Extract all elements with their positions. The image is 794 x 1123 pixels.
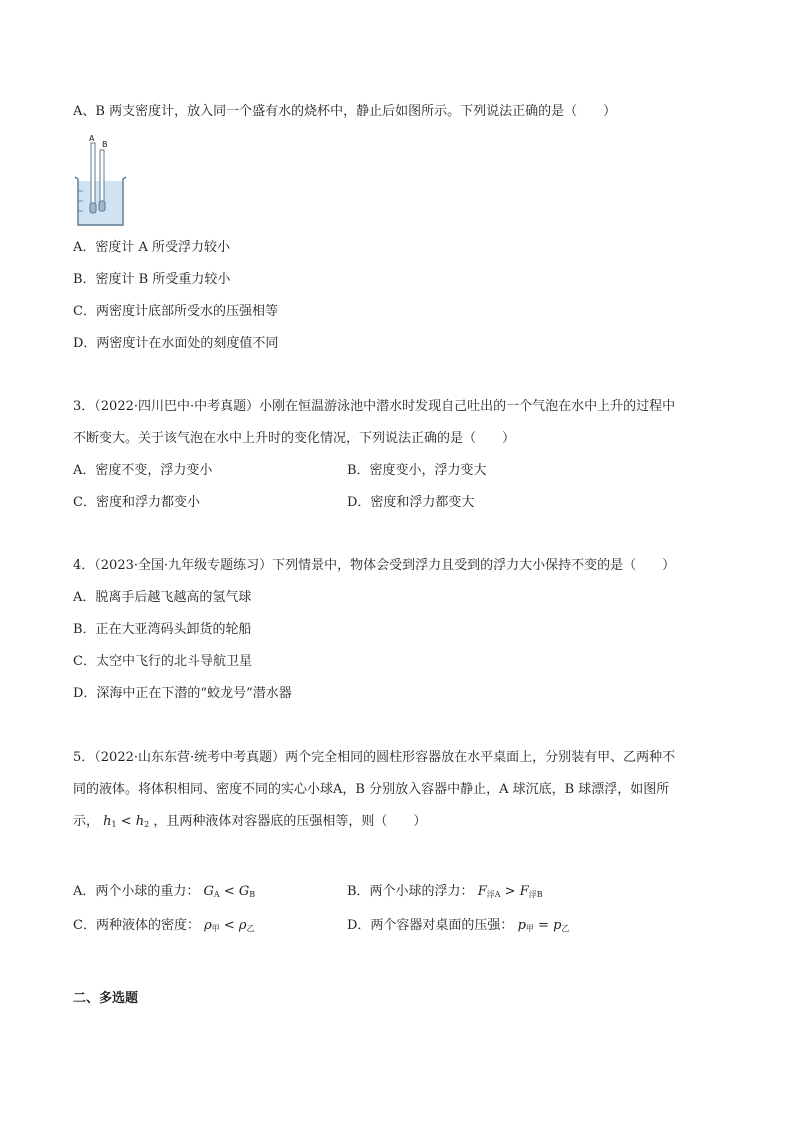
q4-option-a: A．脱离手后越飞越高的氢气球 <box>73 590 252 605</box>
q5-option-a-text: A．两个小球的重力： <box>73 884 200 899</box>
q5-option-d <box>347 918 569 937</box>
q5-stem-line3-pre: 示， <box>73 814 100 829</box>
p-yi-sub: 乙 <box>561 924 570 933</box>
rho-yi-sub: 乙 <box>246 924 255 933</box>
q3-option-a: A．密度不变，浮力变小 <box>73 463 213 478</box>
section-title-multiple-choice: 二、多选题 <box>73 991 139 1006</box>
q4-option-c: C．太空中飞行的北斗导航卫星 <box>73 654 252 669</box>
q5-stem-line3 <box>73 814 426 833</box>
q4-stem: 4．（2023·全国·九年级专题练习）下列情景中，物体会受到浮力且受到的浮力大小保持不变的是（ ） <box>73 558 676 573</box>
q2-option-d: D．两密度计在水面处的刻度值不同 <box>73 336 279 351</box>
rho-yi-symbol: ρ <box>238 918 247 933</box>
hydrometer-beaker-figure <box>73 133 129 229</box>
q4-option-b: B．正在大亚湾码头卸货的轮船 <box>73 622 252 637</box>
rho-jia-symbol: ρ <box>204 918 212 933</box>
f-b-symbol: F <box>519 884 529 899</box>
q5-option-c-text: C．两种液体的密度： <box>73 918 200 933</box>
h1-symbol: h <box>103 814 112 829</box>
g-b-symbol: G <box>238 884 250 899</box>
q5-option-c-op: < <box>219 918 239 933</box>
beaker-icon <box>73 133 129 229</box>
label-b: B <box>102 140 108 149</box>
h1-sub: 1 <box>111 820 117 829</box>
q5-option-b <box>347 884 543 903</box>
q2-stem: A、B 两支密度计，放入同一个盛有水的烧杯中，静止后如图所示。下列说法正确的是（ ） <box>73 104 617 119</box>
rho-jia-sub: 甲 <box>211 924 220 933</box>
q2-option-b: B．密度计 B 所受重力较小 <box>73 272 231 287</box>
q5-stem-line3-post: ，且两种液体对容器底的压强相等，则（ ） <box>153 814 427 829</box>
q3-stem-line1: 3．（2022·四川巴中·中考真题）小刚在恒温游泳池中潜水时发现自己吐出的一个气泡在水中上升的过程中 <box>73 399 676 414</box>
f-b-sub: 浮B <box>528 890 543 899</box>
p-jia-symbol: p <box>517 918 526 933</box>
g-b-sub: B <box>249 890 256 899</box>
q3-option-c: C．密度和浮力都变小 <box>73 495 200 510</box>
f-a-sub: 浮A <box>486 890 501 899</box>
q5-lt: < <box>116 814 136 829</box>
q3-stem-line2: 不断变大。关于该气泡在水中上升时的变化情况，下列说法正确的是（ ） <box>73 431 516 446</box>
q5-option-a <box>73 884 255 903</box>
q3-option-d: D．密度和浮力都变大 <box>347 495 475 510</box>
q3-option-b: B．密度变小，浮力变大 <box>347 463 487 478</box>
q5-option-a-op: < <box>219 884 239 899</box>
q4-option-d: D．深海中正在下潜的“蛟龙号”潜水器 <box>73 686 292 701</box>
p-yi-symbol: p <box>553 918 562 933</box>
q5-option-d-text: D．两个容器对桌面的压强： <box>347 918 514 933</box>
q5-stem-line1: 5．（2022·山东东营·统考中考真题）两个完全相同的圆柱形容器放在水平桌面上，分别装有甲、乙两种不 <box>73 750 676 765</box>
q5-option-d-op: = <box>533 918 554 933</box>
q2-option-c: C．两密度计底部所受水的压强相等 <box>73 304 278 319</box>
p-jia-sub: 甲 <box>525 924 534 933</box>
g-a-symbol: G <box>203 884 214 899</box>
q2-option-a: A．密度计 A 所受浮力较小 <box>73 240 231 255</box>
q5-option-b-op: > <box>500 884 520 899</box>
h2-symbol: h <box>135 814 145 829</box>
label-a: A <box>89 134 95 143</box>
f-a-symbol: F <box>477 884 487 899</box>
h2-sub: 2 <box>144 820 150 829</box>
g-a-sub: A <box>213 890 220 899</box>
q5-option-c <box>73 918 255 937</box>
q5-stem-line2: 同的液体。将体积相同、密度不同的实心小球A，B 分别放入容器中静止，A 球沉底，B 球漂浮，如图所 <box>73 782 670 797</box>
q5-option-b-text: B．两个小球的浮力： <box>347 884 474 899</box>
